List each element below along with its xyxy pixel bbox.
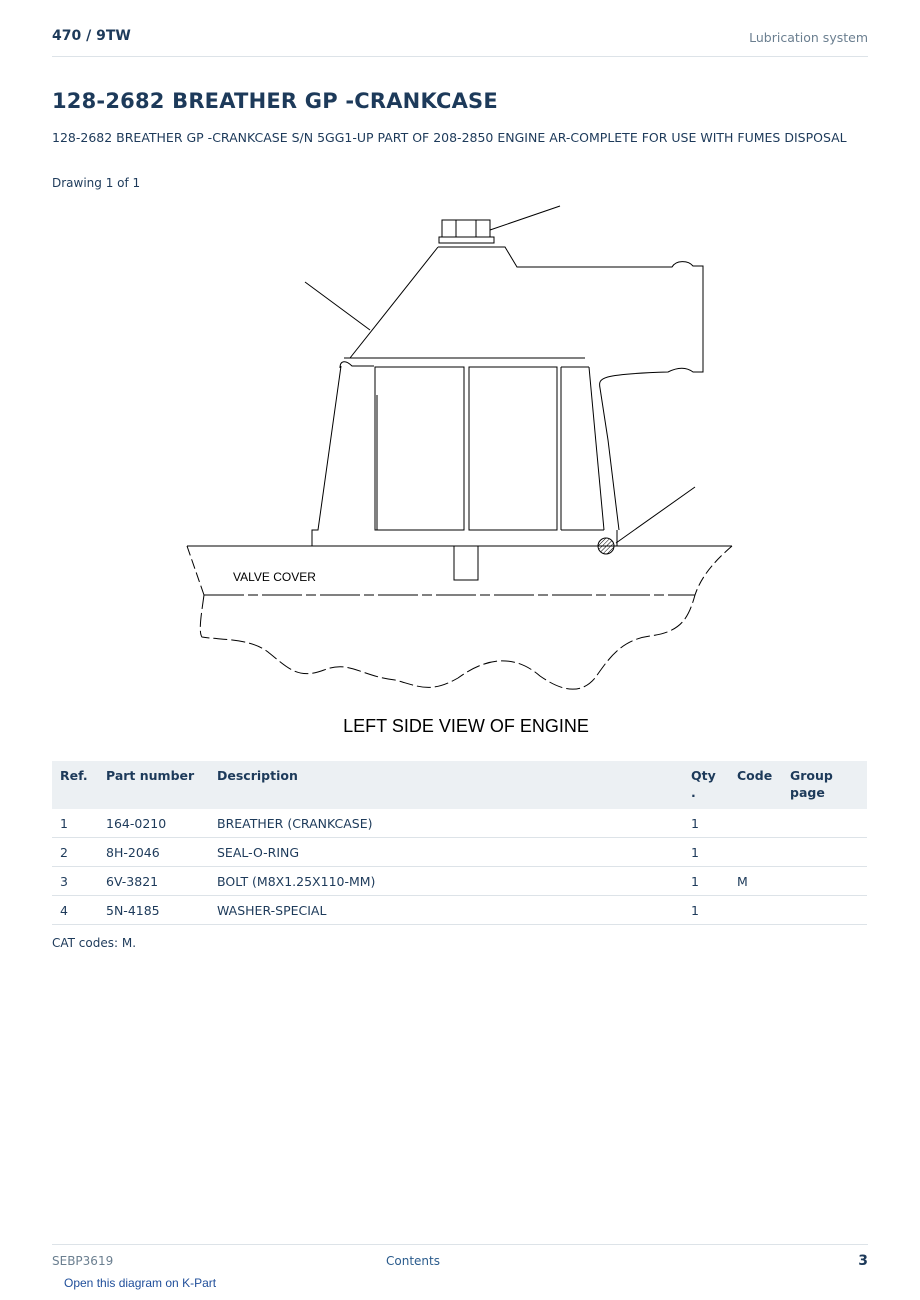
page-footer — [52, 1244, 868, 1275]
cell-ref: 3 — [52, 867, 98, 896]
table-row — [52, 809, 867, 838]
cell-ref: 1 — [52, 809, 98, 838]
col-qty: Qty . — [683, 761, 729, 809]
cell-ref: 4 — [52, 896, 98, 925]
bolt-head — [439, 220, 494, 243]
cell-description: WASHER-SPECIAL — [209, 896, 683, 925]
engine-break-line — [200, 595, 695, 689]
cell-part-number: 5N-4185 — [98, 896, 209, 925]
cell-ref: 2 — [52, 838, 98, 867]
cell-code: M — [729, 867, 782, 896]
cell-code — [729, 838, 782, 867]
model-label: 470 / 9TW — [52, 28, 131, 44]
col-code: Code — [729, 761, 782, 809]
valve-cover-label: VALVE COVER — [233, 570, 316, 584]
cell-description: BOLT (M8X1.25X110-MM) — [209, 867, 683, 896]
col-group-page: Group page — [782, 761, 867, 809]
col-description: Description — [209, 761, 683, 809]
parts-diagram[interactable] — [180, 200, 740, 745]
seal-o-ring — [598, 538, 614, 554]
table-row — [52, 867, 867, 896]
page-subtitle: 128-2682 BREATHER GP -CRANKCASE S/N 5GG1-UP PART OF 208-2850 ENGINE AR-COMPLETE FOR USE WITH FUMES DISPOSAL — [52, 130, 847, 145]
table-row — [52, 896, 867, 925]
document-id: SEBP3619 — [52, 1254, 114, 1268]
cell-qty: 1 — [683, 809, 729, 838]
breather-housing — [438, 247, 703, 530]
cell-code — [729, 896, 782, 925]
cell-group-page — [782, 867, 867, 896]
cell-part-number: 8H-2046 — [98, 838, 209, 867]
cell-group-page — [782, 838, 867, 867]
cell-qty: 1 — [683, 896, 729, 925]
page-number: 3 — [858, 1253, 868, 1269]
diagram-caption: LEFT SIDE VIEW OF ENGINE — [343, 716, 589, 736]
cell-group-page — [782, 896, 867, 925]
col-ref: Ref. — [52, 761, 98, 809]
cell-code — [729, 809, 782, 838]
cell-description: SEAL-O-RING — [209, 838, 683, 867]
cell-group-page — [782, 809, 867, 838]
table-row — [52, 838, 867, 867]
cell-part-number: 164-0210 — [98, 809, 209, 838]
cat-codes-note: CAT codes: M. — [52, 936, 137, 950]
contents-link[interactable]: Contents — [386, 1254, 440, 1268]
page-title: 128-2682 BREATHER GP -CRANKCASE — [52, 89, 498, 113]
breather-canister — [312, 366, 341, 546]
page-header — [52, 28, 868, 57]
col-part-number: Part number — [98, 761, 209, 809]
cell-part-number: 6V-3821 — [98, 867, 209, 896]
cell-qty: 1 — [683, 867, 729, 896]
drawing-label: Drawing 1 of 1 — [52, 176, 141, 190]
kpart-link[interactable]: Open this diagram on K-Part — [64, 1276, 217, 1290]
cell-qty: 1 — [683, 838, 729, 867]
cell-description: BREATHER (CRANKCASE) — [209, 809, 683, 838]
table-header-row — [52, 761, 867, 809]
parts-table — [52, 761, 867, 925]
section-label: Lubrication system — [749, 30, 868, 45]
